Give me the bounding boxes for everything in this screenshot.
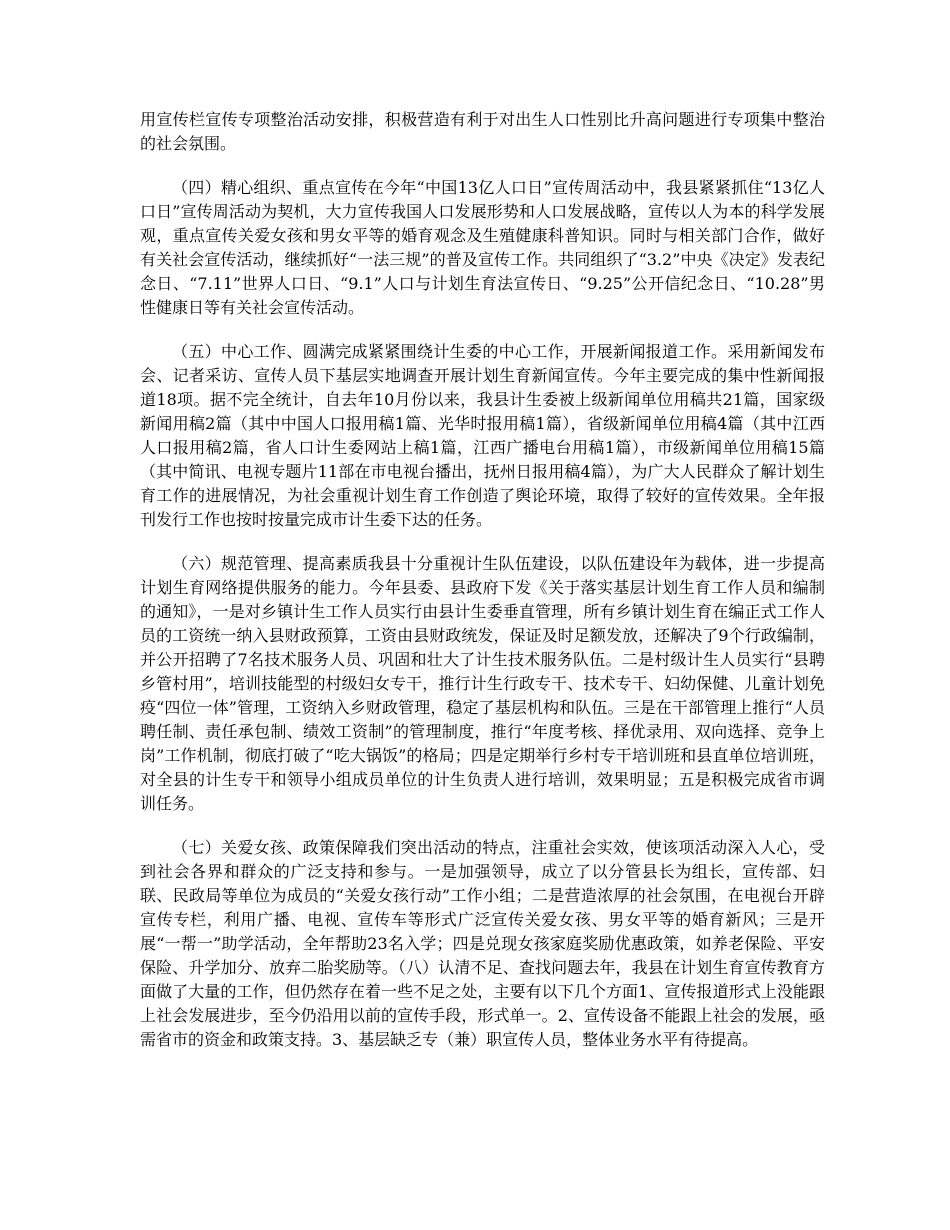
- paragraph-1: 用宣传栏宣传专项整治活动安排，积极营造有利于对出生人口性别比升高问题进行专项集中整治的社会氛围。: [140, 110, 825, 153]
- document-body: [140, 108, 825, 1072]
- paragraph-5: （七）关爱女孩、政策保障我们突出活动的特点，注重社会实效，使该项活动深入人心，受到社会各界和群众的广泛支持和参与。一是加强领导，成立了以分管县长为组长，宣传部、妇联、民政局等单位为成员的“关爱女孩行动”工作小组；二是营造浓厚的社会氛围，在电视台开辟宣传专栏，利用广播、电视、宣传车等形式广泛宣传关爱女孩、男女平等的婚育新风；三是开展“一帮一”助学活动，全年帮助23名入学；四是兑现女孩家庭奖励优惠政策，如养老保险、平安保险、升学加分、放弃二胎奖励等。（八）认清不足、查找问题去年，我县在计划生育宣传教育方面做了大量的工作，但仍然存在着一些不足之处，主要有以下几个方面1、宣传报道形式上没能跟上社会发展进步，至今仍沿用以前的宣传手段，形式单一。2、宣传设备不能跟上社会的发展，亟需省市的资金和政策支持。3、基层缺乏专（兼）职宣传人员，整体业务水平有待提高。: [140, 838, 825, 1049]
- paragraph-2: （四）精心组织、重点宣传在今年“中国13亿人口日”宣传周活动中，我县紧紧抓住“13亿人口日”宣传周活动为契机，大力宣传我国人口发展形势和人口发展战略，宣传以人为本的科学发展观，重点宣传关爱女孩和男女平等的婚育观念及生殖健康科普知识。同时与相关部门合作，做好有关社会宣传活动，继续抓好“一法三规”的普及宣传工作。共同组织了“3.2”中央《决定》发表纪念日、“7.11”世界人口日、“9.1”人口与计划生育法宣传日、“9.25”公开信纪念日、“10.28”男性健康日等有关社会宣传活动。: [140, 178, 825, 317]
- paragraph-4: （六）规范管理、提高素质我县十分重视计生队伍建设，以队伍建设年为载体，进一步提高计划生育网络提供服务的能力。今年县委、县政府下发《关于落实基层计划生育工作人员和编制的通知》，一是对乡镇计生工作人员实行由县计生委垂直管理，所有乡镇计划生育在编正式工作人员的工资统一纳入县财政预算，工资由县财政统发，保证及时足额发放，还解决了9个行政编制，并公开招聘了7名技术服务人员、巩固和壮大了计生技术服务队伍。二是村级计生人员实行“县聘乡管村用”，培训技能型的村级妇女专干，推行计生行政专干、技术专干、妇幼保健、儿童计划免疫“四位一体”管理，工资纳入乡财政管理，稳定了基层机构和队伍。三是在干部管理上推行“人员聘任制、责任承包制、绩效工资制”的管理制度，推行“年度考核、择优录用、双向选择、竞争上岗”工作机制，彻底打破了“吃大锅饭”的格局；四是定期举行乡村专干培训班和县直单位培训班，对全县的计生专干和领导小组成员单位的计生负责人进行培训，效果明显；五是积极完成省市调训任务。: [140, 554, 825, 813]
- paragraph-3: （五）中心工作、圆满完成紧紧围绕计生委的中心工作，开展新闻报道工作。采用新闻发布会、记者采访、宣传人员下基层实地调查开展计划生育新闻宣传。今年主要完成的集中性新闻报道18项。据不完全统计，自去年10月份以来，我县计生委被上级新闻单位用稿共21篇，国家级新闻用稿2篇（其中中国人口报用稿1篇、光华时报用稿1篇），省级新闻单位用稿4篇（其中江西人口报用稿2篇，省人口计生委网站上稿1篇，江西广播电台用稿1篇），市级新闻单位用稿15篇（其中简讯、电视专题片11部在市电视台播出，抚州日报用稿4篇），为广大人民群众了解计划生育工作的进展情况，为社会重视计划生育工作创造了舆论环境，取得了较好的宣传效果。全年报刊发行工作也按时按量完成市计生委下达的任务。: [140, 342, 825, 529]
